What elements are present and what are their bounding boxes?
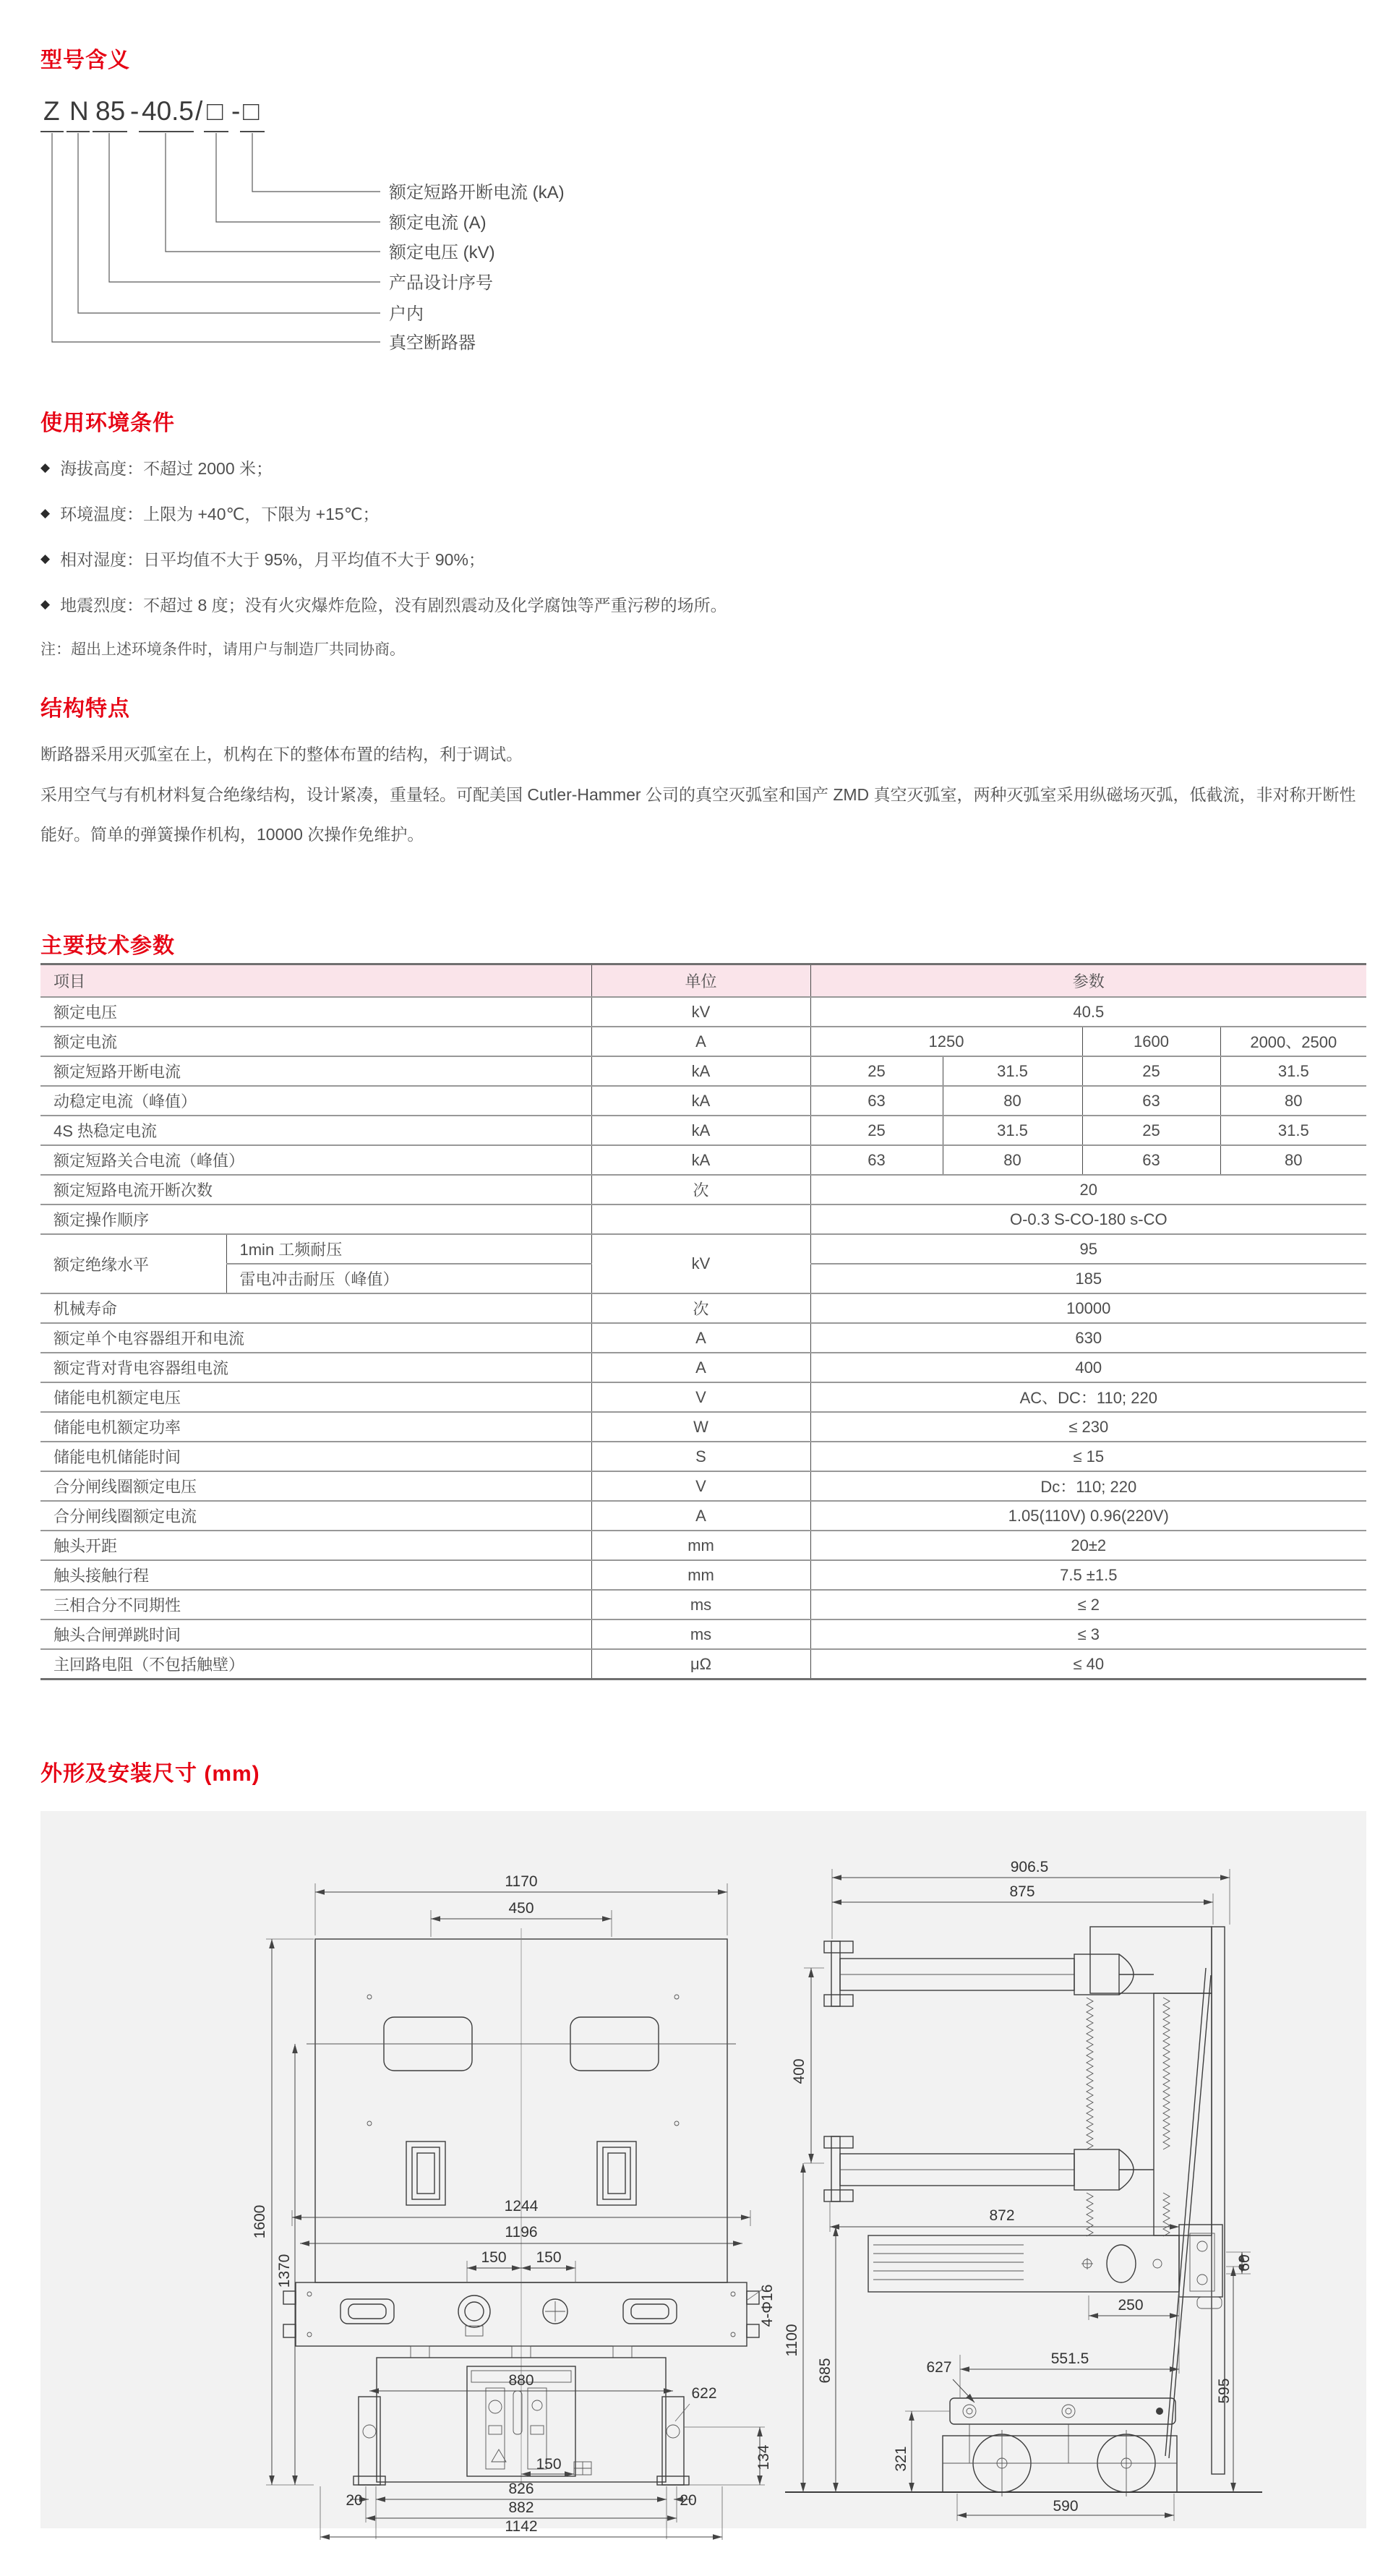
diamond-bullet-icon: ◆ — [40, 551, 51, 565]
table-cell: 额定绝缘水平 — [53, 1255, 150, 1274]
section-title-features: 结构特点 — [40, 697, 130, 721]
insulator-corrugation — [1163, 1998, 1170, 2149]
environment-condition-item — [40, 547, 1371, 570]
table-row — [40, 1501, 1366, 1531]
table-cell: 31.5 — [1220, 1056, 1366, 1086]
dimension-drawings-panel — [40, 1811, 1366, 2535]
table-cell: 31.5 — [1220, 1116, 1366, 1145]
dimension-label: 627 — [926, 2359, 952, 2376]
environment-condition-item — [40, 501, 1371, 525]
dimension-label: 60 — [1236, 2254, 1253, 2272]
features-paragraph-2: 采用空气与有机材料复合绝缘结构，设计紧凑，重量轻。可配美国 Cutler-Hammer 公司的真空灭弧室和国产 ZMD 真空灭弧室，两种灭弧室采用纵磁场灭弧，低截流，非对称开断性能好。简单的弹簧操作机构，10000 次操作免维护。 — [40, 785, 1356, 844]
model-meaning-label: 产品设计序号 — [389, 273, 493, 293]
table-cell: 合分闸线圈额定电压 — [53, 1478, 197, 1496]
table-cell: 额定短路电流开断次数 — [53, 1181, 213, 1199]
model-code-token: 40.5 — [142, 96, 194, 126]
dimension-label: 150 — [536, 2456, 562, 2473]
table-cell: 额定电压 — [53, 1004, 118, 1022]
table-cell: ms — [591, 1590, 810, 1619]
table-cell: 80 — [943, 1086, 1082, 1116]
table-cell: kV — [591, 1234, 810, 1293]
table-row — [40, 1353, 1366, 1382]
table-cell: 40.5 — [810, 997, 1366, 1027]
table-cell: 次 — [591, 1175, 810, 1204]
table-cell: 额定单个电容器组开和电流 — [53, 1330, 245, 1348]
table-row — [40, 1204, 1366, 1234]
table-cell: 储能电机储能时间 — [53, 1448, 181, 1466]
table-cell: A — [591, 1353, 810, 1382]
model-code-token: N — [69, 96, 89, 126]
model-connector-line — [216, 133, 380, 222]
table-row — [40, 1175, 1366, 1204]
table-cell: 400 — [810, 1353, 1366, 1382]
table-cell: 10000 — [810, 1293, 1366, 1323]
table-cell: V — [591, 1471, 810, 1501]
side-view-line-art — [785, 1927, 1262, 2496]
table-cell: mm — [591, 1560, 810, 1590]
header-cell: 参数 — [810, 964, 1366, 998]
section-title-dimensions: 外形及安装尺寸 (mm) — [40, 1762, 260, 1786]
table-cell: 20 — [810, 1175, 1366, 1204]
table-cell: 63 — [1082, 1086, 1220, 1116]
dimension-label: 400 — [791, 2058, 807, 2084]
dimension-label: 906.5 — [1010, 1859, 1049, 1875]
dimension-label: 826 — [508, 2481, 534, 2497]
model-code-token: 85 — [95, 96, 126, 126]
table-cell: O-0.3 S-CO-180 s-CO — [810, 1204, 1366, 1234]
table-cell: ≤ 230 — [810, 1412, 1366, 1442]
dimension-label: 1142 — [505, 2518, 538, 2535]
table-cell: V — [591, 1382, 810, 1412]
table-row — [40, 1412, 1366, 1442]
model-meaning-label: 真空断路器 — [389, 333, 476, 353]
condition-text: 环境温度：上限为 +40℃，下限为 +15℃； — [60, 505, 380, 523]
table-cell: 1min 工频耐压 — [226, 1234, 591, 1264]
dimension-label: 150 — [536, 2249, 562, 2266]
dimension-label: 595 — [1216, 2378, 1233, 2404]
table-cell: ≤ 2 — [810, 1590, 1366, 1619]
table-row — [40, 1442, 1366, 1471]
insulator-corrugation — [1163, 2193, 1170, 2236]
table-cell: 1250 — [810, 1027, 1082, 1056]
table-row — [40, 1323, 1366, 1353]
table-row — [40, 1086, 1366, 1116]
table-cell: kA — [591, 1056, 810, 1086]
table-row — [40, 1590, 1366, 1619]
table-row — [40, 1531, 1366, 1560]
dimension-label: 1170 — [505, 1873, 538, 1890]
table-cell: 动稳定电流（峰值） — [53, 1092, 197, 1111]
table-cell: 储能电机额定电压 — [53, 1389, 181, 1407]
model-meaning-label: 额定短路开断电流 (kA) — [389, 183, 565, 202]
table-cell: 63 — [810, 1086, 943, 1116]
dimension-label: 20 — [346, 2492, 363, 2509]
table-cell: 额定操作顺序 — [53, 1211, 150, 1229]
table-cell: 63 — [810, 1145, 943, 1175]
table-row — [40, 1145, 1366, 1175]
header-cell: 单位 — [591, 964, 810, 998]
diamond-bullet-icon: ◆ — [40, 460, 51, 474]
table-cell: S — [591, 1442, 810, 1471]
table-row — [40, 1560, 1366, 1590]
model-code-diagram — [40, 85, 691, 367]
insulator-corrugation — [1087, 2193, 1093, 2236]
table-cell: 185 — [810, 1264, 1366, 1293]
dimension-label: 622 — [691, 2385, 717, 2402]
table-cell: 额定短路开断电流 — [53, 1063, 181, 1081]
dimension-label: 1100 — [784, 2324, 800, 2357]
table-cell: ≤ 3 — [810, 1619, 1366, 1649]
table-cell: W — [591, 1412, 810, 1442]
table-cell: ≤ 40 — [810, 1649, 1366, 1679]
table-cell: 63 — [1082, 1145, 1220, 1175]
diamond-bullet-icon: ◆ — [40, 505, 51, 520]
table-cell: 主回路电阻（不包括触壁） — [53, 1656, 245, 1674]
table-row — [40, 1056, 1366, 1086]
dimension-label: 20 — [680, 2492, 697, 2509]
table-cell: 630 — [810, 1323, 1366, 1353]
table-cell: 80 — [1220, 1086, 1366, 1116]
side-view-dimensions — [803, 1869, 1251, 2521]
table-cell: ≤ 15 — [810, 1442, 1366, 1471]
table-cell: 25 — [810, 1056, 943, 1086]
table-cell: 触头接触行程 — [53, 1567, 150, 1585]
table-cell: 4S 热稳定电流 — [53, 1122, 158, 1140]
dimension-label: 1600 — [252, 2204, 268, 2239]
table-cell: A — [591, 1501, 810, 1531]
table-cell — [591, 1204, 810, 1234]
table-cell: 20±2 — [810, 1531, 1366, 1560]
table-cell: 额定电流 — [53, 1033, 118, 1051]
model-meaning-label: 额定电压 (kV) — [389, 243, 495, 262]
environment-condition-item — [40, 455, 1371, 479]
table-cell: 机械寿命 — [53, 1300, 118, 1318]
section-title-parameters: 主要技术参数 — [40, 934, 175, 958]
dimension-label: 1370 — [276, 2254, 293, 2288]
model-meaning-label: 额定电流 (A) — [389, 213, 487, 233]
table-cell: 储能电机额定功率 — [53, 1418, 181, 1437]
dimension-label: 1196 — [505, 2224, 538, 2241]
table-cell: kA — [591, 1086, 810, 1116]
table-cell: 雷电冲击耐压（峰值） — [226, 1264, 591, 1293]
dimension-label: 4-Φ16 — [759, 2284, 776, 2327]
dimension-label: 134 — [755, 2444, 772, 2470]
table-cell: Dc：110; 220 — [810, 1471, 1366, 1501]
table-cell: 80 — [1220, 1145, 1366, 1175]
condition-text: 相对湿度：日平均值不大于 95%，月平均值不大于 90%； — [60, 550, 485, 569]
header-cell: 项目 — [40, 964, 591, 998]
table-row — [40, 1649, 1366, 1679]
insulator-corrugation — [1087, 1998, 1093, 2149]
dimension-label: 880 — [508, 2372, 534, 2389]
table-cell: 额定背对背电容器组电流 — [53, 1359, 229, 1377]
condition-text: 地震烈度：不超过 8 度；没有火灾爆炸危险，没有剧烈震动及化学腐蚀等严重污秽的场所。 — [60, 596, 727, 615]
table-cell: AC、DC：110; 220 — [810, 1382, 1366, 1412]
table-cell: 额定短路关合电流（峰值） — [53, 1152, 245, 1170]
table-cell: kV — [591, 997, 810, 1027]
table-cell: 2000、2500 — [1220, 1027, 1366, 1056]
table-cell: 25 — [1082, 1056, 1220, 1086]
table-cell: 触头合闸弹跳时间 — [53, 1626, 181, 1644]
model-connector-line — [252, 133, 380, 192]
model-connector-line — [109, 133, 380, 282]
model-meaning-label: 户内 — [389, 304, 424, 324]
table-cell: 25 — [810, 1116, 943, 1145]
dimension-label: 872 — [989, 2207, 1015, 2224]
table-cell: 次 — [591, 1293, 810, 1323]
model-code-token: □ — [207, 96, 223, 126]
table-cell: 80 — [943, 1145, 1082, 1175]
condition-text: 海拔高度：不超过 2000 米； — [60, 459, 273, 478]
features-paragraph-1: 断路器采用灭弧室在上，机构在下的整体布置的结构，利于调试。 — [40, 745, 523, 763]
table-cell: 触头开距 — [53, 1537, 118, 1555]
dimension-label: 875 — [1009, 1883, 1035, 1900]
table-cell: 25 — [1082, 1116, 1220, 1145]
table-cell: μΩ — [591, 1649, 810, 1679]
table-cell: 1.05(110V) 0.96(220V) — [810, 1501, 1366, 1531]
table-row — [40, 1471, 1366, 1501]
table-row — [40, 1382, 1366, 1412]
side-view-drawing — [763, 1820, 1371, 2520]
model-code-token: - — [130, 96, 140, 126]
dimension-label: 685 — [817, 2358, 834, 2384]
model-code-token: - — [231, 96, 241, 126]
table-cell: 31.5 — [943, 1056, 1082, 1086]
model-code-token: Z — [43, 96, 60, 126]
dimension-label: 321 — [893, 2446, 909, 2472]
diamond-bullet-icon: ◆ — [40, 596, 51, 611]
table-cell: 三相合分不同期性 — [53, 1596, 181, 1614]
dimension-label: 1244 — [504, 2198, 539, 2215]
technical-parameters-table — [40, 963, 1366, 1680]
table-cell: A — [591, 1323, 810, 1353]
table-header — [40, 964, 1366, 998]
table-cell: kA — [591, 1145, 810, 1175]
table-cell: 95 — [810, 1234, 1366, 1264]
table-cell: A — [591, 1027, 810, 1056]
front-view-drawing — [221, 1820, 828, 2535]
table-row — [40, 1293, 1366, 1323]
table-cell: 7.5 ±1.5 — [810, 1560, 1366, 1590]
table-row — [40, 997, 1366, 1027]
section-title-model-meaning: 型号含义 — [40, 48, 130, 72]
model-connector-line — [78, 133, 380, 313]
model-connector-line — [166, 133, 380, 252]
table-cell: kA — [591, 1116, 810, 1145]
table-row — [40, 1116, 1366, 1145]
dimension-label: 150 — [481, 2249, 507, 2266]
table-cell: 31.5 — [943, 1116, 1082, 1145]
environment-condition-item — [40, 592, 1371, 616]
section-title-environment: 使用环境条件 — [40, 411, 175, 435]
dimension-label: 551.5 — [1050, 2350, 1089, 2367]
table-cell: mm — [591, 1531, 810, 1560]
table-row — [40, 1234, 1366, 1264]
table-row — [40, 1027, 1366, 1056]
dimension-label: 450 — [508, 1900, 534, 1917]
environment-note: 注：超出上述环境条件时，请用户与制造厂共同协商。 — [40, 641, 405, 658]
environment-condition-list — [40, 455, 1371, 659]
table-cell: 合分闸线圈额定电流 — [53, 1507, 197, 1526]
model-code-token: □ — [243, 96, 260, 126]
table-cell: ms — [591, 1619, 810, 1649]
dimension-label: 250 — [1118, 2297, 1144, 2314]
dimension-label: 590 — [1053, 2498, 1079, 2515]
table-cell: 1600 — [1082, 1027, 1220, 1056]
model-code-token: / — [195, 96, 203, 126]
dimension-label: 882 — [508, 2499, 534, 2516]
table-row — [40, 1619, 1366, 1649]
